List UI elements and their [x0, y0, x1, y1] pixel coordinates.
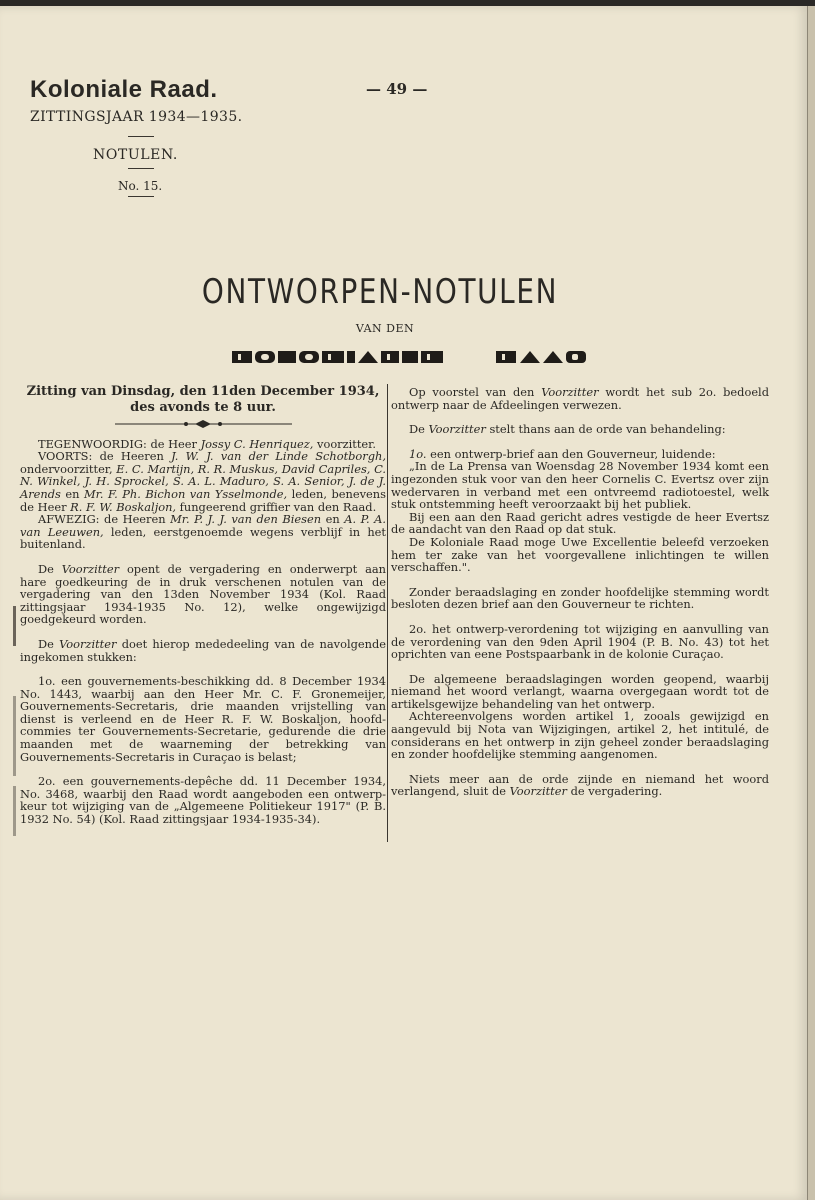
document-number: No. 15.: [118, 179, 163, 193]
chair-name: Jossy C. Henriquez,: [200, 436, 314, 451]
text-run: Op voorstel van den: [409, 385, 542, 399]
clerk-name: R. F. W. Boskaljon,: [70, 499, 177, 514]
text-run: De: [38, 561, 62, 576]
text-run: stelt thans aan de orde van behandeling:: [485, 422, 726, 437]
text-run: leden, benevens de Heer: [20, 486, 386, 514]
text-run: en: [321, 512, 345, 527]
absent-names: Mr. P. J. J. van den Biesen: [170, 512, 322, 527]
present-also-label: VOORTS:: [38, 449, 93, 464]
paragraph: [391, 773, 769, 798]
paragraph: 1o. een gouvernements-beschikking dd. 8 December 1934 No. 1443, waarbij aan den Heer Mr. C. F. Gronemeijer, Gouvernements-Secretaris, drie maanden vrijstelling van dienst is verleend en de Heer R. F. W. Boskaljon, hoofd-commies ter Gouvernements-Secretarie, gedurende die drie maanden met de waarneming der betrekking van Gouvernements-Secretaris in Curaçao is belast;: [20, 674, 386, 764]
text-run: fungeerend griffier van den Raad.: [176, 499, 377, 514]
header-rule: [128, 136, 154, 137]
vice-chair-name: J. W. J. van der Linde Schotborgh,: [171, 449, 386, 464]
margin-mark: [13, 696, 16, 776]
text-run: leden, eerstgenoemde wegens verblijf in het buitenland.: [20, 524, 386, 552]
paragraph: Zonder beraadslaging en zonder hoofdelijke stemming wordt besloten dezen brief aan den Gouverneur te richten.: [391, 584, 769, 612]
page-edge: [807, 6, 815, 1200]
text-run: een ontwerp-brief aan den Gouverneur, luidende:: [426, 446, 716, 461]
chair-ref: Voorzitter: [509, 784, 567, 799]
text-run: voorzitter.: [313, 436, 376, 451]
chair-ref: Voorzitter: [59, 636, 117, 651]
publication-title: Koloniale Raad.: [30, 76, 218, 103]
session-heading-line: Zitting van Dinsdag, den 11den December 1934,: [26, 384, 380, 399]
member-names: Mr. F. Ph. Bichon van Ysselmonde,: [84, 486, 288, 501]
item-number: 1o.: [409, 446, 427, 461]
paragraph: Achtereenvolgens worden artikel 1, zooals gewijzigd en aangevuld bij Nota van Wijzigingen, artikel 2, het intitulé, de considerans en het ontwerp in zijn geheel zonder beraadslaging en zonder hoofdelijke stemming aangenomen.: [391, 709, 769, 762]
absent-names: A. P. A. van Leeuwen,: [20, 512, 386, 539]
text-run: Niets meer aan de orde zijnde en niemand het woord verlangend, sluit de: [391, 771, 769, 799]
paragraph: 2o. een gouvernements-depêche dd. 11 December 1934, No. 3468, waarbij den Raad wordt aangeboden een ontwerp-keur tot wijziging van de „Algemeene Politiekeur 1917" (P. B. 1932 No. 54) (Kol. Raad zittingsjaar 1934-1935-34).: [20, 774, 386, 827]
paragraph: „In de La Prensa van Woensdag 28 November 1934 komt een ingezonden stuk voor van den heer Cornelis C. Evertsz over zijn wedervaren in verband met een ontvreemd radiotoestel, welk stuk ontstemming heeft veroorzaakt bij het publiek.: [391, 459, 769, 512]
right-column: [391, 386, 769, 798]
margin-mark: [13, 786, 16, 836]
paragraph: [391, 423, 769, 436]
session-heading-line: des avonds te 8 uur.: [130, 400, 276, 415]
main-title: ONTWORPEN-NOTULEN: [201, 272, 559, 312]
text-run: doet hierop mededeeling van de navolgende ingekomen stukken:: [20, 636, 387, 664]
chair-ref: Voorzitter: [541, 385, 599, 399]
text-run: ondervoorzitter,: [20, 461, 117, 476]
paragraph: 2o. het ontwerp-verordening tot wijziging en aanvulling van de verordening van den 9den April 1904 (P. B. No. 43) tot het oprichten van eene Postspaarbank in de kolonie Curaçao.: [391, 621, 769, 662]
header-rule: [128, 168, 154, 169]
text-run: opent de vergadering en onderwerpt aan hare goedkeuring de in druk verschenen notulen van de vergadering van den 13den November 1934 (Kol. Raad zittingsjaar 1934-1935 No. 12), welke ongewijzigd goedgekeurd worden.: [20, 561, 387, 627]
paragraph: [20, 638, 386, 663]
text-run: wordt het sub 2o. bedoeld ontwerp naar de Afdeelingen verwezen.: [391, 385, 769, 412]
member-names: E. C. Martijn, R. R. Muskus, David Capriles, C. N. Winkel, J. H. Sprockel, S. A. L. Maduro, S. A. Senior, J. de J. Arends: [20, 461, 387, 501]
margin-mark: [13, 606, 16, 646]
section-label: NOTULEN.: [93, 147, 178, 163]
session-heading: [20, 384, 386, 416]
present-label: TEGENWOORDIG:: [38, 436, 147, 451]
paragraph: [391, 386, 769, 411]
column-divider: [387, 384, 388, 842]
text-run: en: [60, 486, 84, 501]
paragraph: De algemeene beraadslagingen worden geopend, waarbij niemand het woord verlangt, waarna overgegaan wordt tot de artikelsgewijze behandeling van het ontwerp.: [391, 671, 769, 711]
banner-title-graphic: [232, 348, 636, 366]
attendance-members: [20, 450, 386, 513]
chair-ref: Voorzitter: [61, 561, 120, 576]
document-page: [0, 6, 808, 1200]
text-run: De: [38, 636, 60, 651]
paragraph: Bij een aan den Raad gericht adres vestigde de heer Evertsz de aandacht van den Raad op dat stuk.: [391, 509, 769, 537]
text-run: de Heeren: [99, 512, 171, 527]
title-subline: VAN DEN: [355, 322, 415, 335]
absent-label: AFWEZIG:: [38, 512, 100, 527]
header-rule: [128, 196, 154, 197]
text-run: de Heer: [146, 436, 201, 451]
paragraph: De Koloniale Raad moge Uwe Excellentie beleefd verzoeken hem ter zake van het voorgevallene inlichtingen te willen verschaffen.".: [391, 534, 769, 575]
page-number: — 49 —: [366, 80, 428, 98]
ornament-rule: [20, 419, 386, 429]
text-run: de vergadering.: [566, 784, 663, 799]
chair-ref: Voorzitter: [428, 422, 486, 437]
session-year: ZITTINGSJAAR 1934—1935.: [30, 109, 243, 125]
text-run: de Heeren: [92, 449, 172, 464]
attendance-absent: [20, 513, 386, 551]
paragraph: [20, 563, 386, 626]
left-column: [20, 384, 386, 826]
text-run: De: [409, 422, 429, 437]
